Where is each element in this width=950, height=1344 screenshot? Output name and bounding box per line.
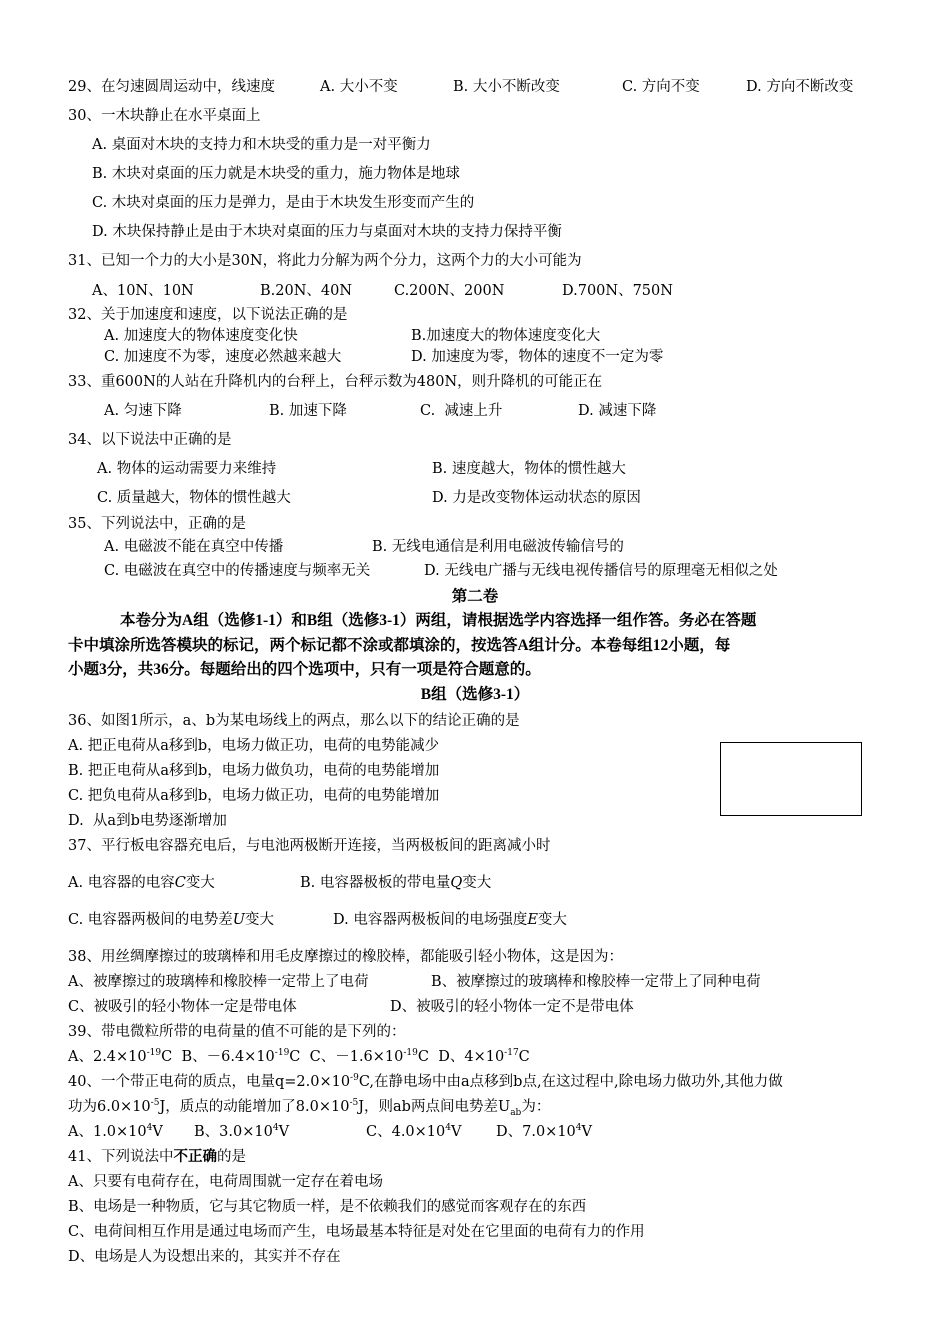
q35-option-b: B. 无线电通信是利用电磁波传输信号的: [372, 539, 624, 555]
q38-option-a: A、被摩擦过的玻璃棒和橡胶棒一定带上了电荷: [68, 974, 369, 990]
q40-option-c: C、$4.0\times 10^4V$: [366, 1123, 462, 1140]
q36-option-c: C. 把负电荷从a移到b，电场力做正功，电荷的电势能增加: [68, 788, 440, 804]
q37-option-c: C. 电容器两极间的电势差U变大: [68, 912, 275, 928]
q41-option-b: B、电场是一种物质，它与其它物质一样，是不依赖我们的感觉而客观存在的东西: [68, 1199, 587, 1215]
q39-option-b: B、$-6.4\times 10^{-19}C$: [181, 1048, 301, 1065]
q31-option-a: A、10N、10N: [92, 283, 194, 299]
group-title: B组（选修3-1）: [420, 686, 530, 703]
q40-option-a: A、$1.0\times 10^4V$: [68, 1123, 163, 1140]
q30-option-a: A. 桌面对木块的支持力和木块受的重力是一对平衡力: [92, 137, 431, 153]
q41-stem: 41、下列说法中不正确的是: [68, 1148, 246, 1165]
q39-options: [68, 1048, 530, 1066]
q41-option-c: C、电荷间相互作用是通过电场而产生，电场最基本特征是对处在它里面的电荷有力的作用: [68, 1224, 645, 1240]
q39-option-a: A、$2.4\times 10^{-19}C$: [68, 1048, 173, 1065]
q36-stem: 36、如图1所示，a、b为某电场线上的两点，那么以下的结论正确的是: [68, 713, 520, 729]
q33-stem: 33、重600N的人站在升降机内的台秤上，台秤示数为480N，则升降机的可能正在: [68, 374, 603, 390]
q40-option-b: B、$3.0\times 10^4V$: [194, 1123, 290, 1140]
q36-option-d: D. 从a到b电势逐渐增加: [68, 813, 227, 829]
q29-option-d: D. 方向不断改变: [746, 79, 854, 95]
q33-option-a: A. 匀速下降: [104, 403, 182, 419]
q36-option-b: B. 把正电荷从a移到b，电场力做负功，电荷的电势能增加: [68, 763, 440, 779]
q34-stem: 34、以下说法中正确的是: [68, 432, 232, 448]
q37-stem: 37、平行板电容器充电后，与电池两极断开连接，当两极板间的距离减小时: [68, 838, 551, 854]
q40-stem-line-2: 功为$6.0\times 10^{-5}J$，质点的动能增加了$8.0\times 10^{-5}J$，则ab两点间电势差$U_{ab}$为：: [68, 1098, 551, 1118]
section-intro-line-2: 卡中填涂所选答模块的标记，两个标记都不涂或都填涂的，按选答A组计分。本卷每组12小题，每: [68, 637, 731, 654]
q32-option-c: C. 加速度不为零，速度必然越来越大: [104, 349, 342, 365]
q41-option-d: D、电场是人为设想出来的，其实并不存在: [68, 1249, 341, 1265]
q31-option-c: C.200N、200N: [394, 283, 505, 299]
q31-option-b: B.20N、40N: [260, 283, 353, 299]
q35-stem: 35、下列说法中，正确的是: [68, 516, 246, 532]
q35-option-a: A. 电磁波不能在真空中传播: [104, 539, 284, 555]
section-intro-line-1: 本卷分为A组（选修1-1）和B组（选修3-1）两组，请根据选学内容选择一组作答。务必在答题: [120, 612, 757, 629]
q38-option-c: C、被吸引的轻小物体一定是带电体: [68, 999, 297, 1015]
section-intro-line-3: 小题3分，共36分。每题给出的四个选项中，只有一项是符合题意的。: [68, 661, 541, 678]
q31-stem: 31、已知一个力的大小是30N，将此力分解为两个分力，这两个力的大小可能为: [68, 253, 582, 269]
q29-option-b: B. 大小不断改变: [453, 79, 560, 95]
q32-option-b: B.加速度大的物体速度变化大: [411, 328, 601, 344]
q39-stem: 39、带电微粒所带的电荷量的值不可能的是下列的：: [68, 1024, 406, 1040]
q36-option-a: A. 把正电荷从a移到b，电场力做正功，电荷的电势能减少: [68, 738, 440, 754]
q29-option-c: C. 方向不变: [622, 79, 700, 95]
q38-option-d: D、被吸引的轻小物体一定不是带电体: [390, 999, 634, 1015]
q33-option-b: B. 加速下降: [269, 403, 347, 419]
q35-option-c: C. 电磁波在真空中的传播速度与频率无关: [104, 563, 371, 579]
q40-stem-line-1: 40、一个带正电荷的质点，电量$q=2.0\times 10^{-9}C$,在静电场中由a点移到b点,在这过程中,除电场力做功外,其他力做: [68, 1073, 783, 1090]
q35-option-d: D. 无线电广播与无线电视传播信号的原理毫无相似之处: [424, 563, 778, 579]
q37-option-b: B. 电容器极板的带电量Q变大: [300, 875, 492, 891]
q29-option-a: A. 大小不变: [320, 79, 398, 95]
q34-option-a: A. 物体的运动需要力来维持: [97, 461, 277, 477]
q37-option-a: A. 电容器的电容C变大: [68, 875, 215, 891]
q29-stem: 29、在匀速圆周运动中，线速度: [68, 79, 275, 95]
figure-1-box: [720, 742, 862, 816]
q32-option-d: D. 加速度为零，物体的速度不一定为零: [411, 349, 664, 365]
q33-option-d: D. 减速下降: [578, 403, 657, 419]
q37-option-d: D. 电容器两极板间的电场强度E变大: [333, 912, 567, 928]
q38-stem: 38、用丝绸摩擦过的玻璃棒和用毛皮摩擦过的橡胶棒，都能吸引轻小物体，这是因为：: [68, 949, 623, 965]
q34-option-b: B. 速度越大，物体的惯性越大: [432, 461, 626, 477]
q40-option-d: D、$7.0\times 10^4V$: [496, 1123, 593, 1140]
q30-option-d: D. 木块保持静止是由于木块对桌面的压力与桌面对木块的支持力保持平衡: [92, 224, 562, 240]
section-title: 第二卷: [451, 588, 499, 605]
q30-stem: 30、一木块静止在水平桌面上: [68, 108, 261, 124]
q30-option-b: B. 木块对桌面的压力就是木块受的重力，施力物体是地球: [92, 166, 460, 182]
q32-option-a: A. 加速度大的物体速度变化快: [104, 328, 298, 344]
q34-option-d: D. 力是改变物体运动状态的原因: [432, 490, 641, 506]
q41-option-a: A、只要有电荷存在，电荷周围就一定存在着电场: [68, 1174, 383, 1190]
q39-option-d: D、$4\times 10^{-17}C$: [438, 1048, 530, 1065]
q31-option-d: D.700N、750N: [562, 283, 673, 299]
q30-option-c: C. 木块对桌面的压力是弹力，是由于木块发生形变而产生的: [92, 195, 475, 211]
q38-option-b: B、被摩擦过的玻璃棒和橡胶棒一定带上了同种电荷: [431, 974, 761, 990]
q34-option-c: C. 质量越大，物体的惯性越大: [97, 490, 291, 506]
q39-option-c: C、$-1.6\times 10^{-19}C$: [309, 1048, 429, 1065]
q32-stem: 32、关于加速度和速度，以下说法正确的是: [68, 307, 348, 323]
q33-option-c: C. 减速上升: [420, 403, 503, 419]
q41-stem-emphasis: 不正确: [173, 1148, 217, 1165]
